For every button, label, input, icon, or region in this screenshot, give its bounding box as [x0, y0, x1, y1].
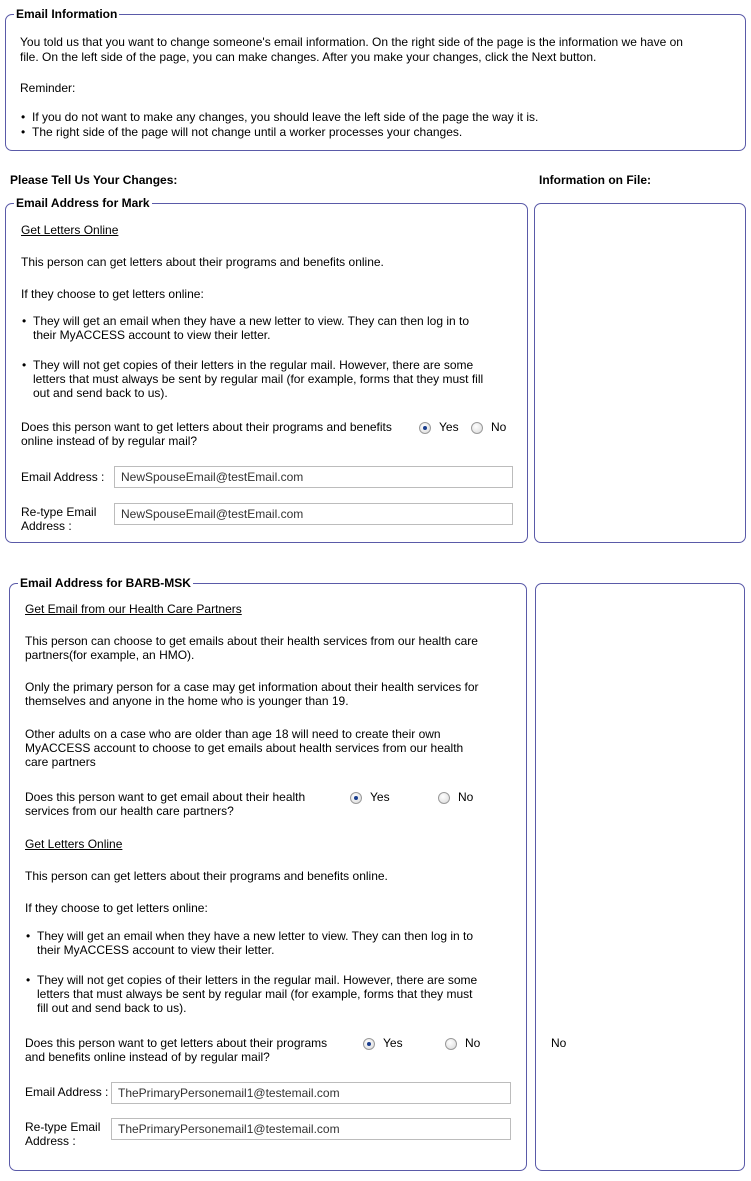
barb-hc-yes-radio[interactable] [350, 792, 362, 804]
barb-hc-no-radio[interactable] [438, 792, 450, 804]
mark-retype-label-line2: Address : [21, 519, 72, 533]
barb-bullet-2 [25, 973, 477, 1015]
barb-hc-paragraph-2-line2: themselves and anyone in the home who is younger than 19. [25, 694, 349, 708]
barb-email-label: Email Address : [25, 1085, 109, 1099]
barb-retype-label-line1: Re-type Email [25, 1120, 101, 1134]
barb-hc-question-line2: services from our health care partners? [25, 804, 234, 818]
barb-hc-question-line1: Does this person want to get email about their health [25, 790, 306, 804]
barb-letters-no-radio[interactable] [445, 1038, 457, 1050]
barb-bullet-1-line2: their MyACCESS account to view their letter. [37, 943, 275, 957]
mark-if-choose: If they choose to get letters online: [21, 287, 204, 301]
mark-bullet-1 [21, 314, 469, 342]
mark-bullet-2-line1: • They will not get copies of their letters in the regular mail. However, there are some [33, 358, 474, 372]
mark-retype-label-line1: Re-type Email [21, 505, 97, 519]
barb-hc-paragraph-1-line2: partners(for example, an HMO). [25, 648, 195, 662]
barb-if-choose: If they choose to get letters online: [25, 901, 208, 915]
barb-hc-no-label[interactable]: No [458, 790, 474, 804]
barb-letters-question-line2: and benefits online instead of by regular mail? [25, 1050, 270, 1064]
mark-letters-yes-radio[interactable] [419, 422, 431, 434]
barb-letters-yes-radio[interactable] [363, 1038, 375, 1050]
barb-hc-paragraph-3-line2: MyACCESS account to choose to get emails about health services from our health [25, 741, 464, 755]
mark-letters-question [21, 420, 392, 448]
barb-retype-label-line2: Address : [25, 1134, 76, 1148]
barb-hc-paragraph-1 [25, 634, 478, 662]
barb-hc-paragraph-3 [25, 727, 463, 769]
barb-health-care-partners-link[interactable]: Get Email from our Health Care Partners [25, 602, 242, 616]
mark-letters-question-line2: online instead of by regular mail? [21, 434, 198, 448]
barb-hc-paragraph-3-line1: Other adults on a case who are older than age 18 will need to create their own [25, 727, 441, 741]
intro-text-line1: You told us that you want to change someone's email information. On the right side of the page is the information we have on [20, 35, 683, 49]
mark-letters-yes-label[interactable]: Yes [439, 420, 459, 434]
barb-bullet-1 [25, 929, 473, 957]
barb-letters-question-line1: Does this person want to get letters about their programs [25, 1036, 328, 1050]
barb-hc-paragraph-2-line1: Only the primary person for a case may get information about their health services for [25, 680, 479, 694]
mark-get-letters-online-link[interactable]: Get Letters Online [21, 223, 119, 237]
mark-legend: Email Address for Mark [16, 196, 150, 210]
barb-retype-email-input[interactable] [111, 1118, 511, 1140]
barb-hc-yes-label[interactable]: Yes [370, 790, 390, 804]
intro-text-line2: file. On the left side of the page, you can make changes. After you make your changes, click the Next button. [20, 50, 597, 64]
barb-bullet-2-line3: fill out and send back to us). [37, 1001, 187, 1015]
barb-legend: Email Address for BARB-MSK [20, 576, 191, 590]
barb-on-file-box [535, 583, 745, 1171]
barb-hc-question [25, 790, 305, 818]
mark-on-file-box [534, 203, 746, 543]
mark-bullet-2 [21, 358, 483, 400]
on-file-heading: Information on File: [539, 173, 651, 187]
mark-email-label: Email Address : [21, 470, 105, 484]
barb-retype-label [25, 1120, 100, 1148]
barb-letters-yes-label[interactable]: Yes [383, 1036, 403, 1050]
barb-hc-paragraph-1-line1: This person can choose to get emails about their health services from our health care [25, 634, 478, 648]
changes-heading: Please Tell Us Your Changes: [10, 173, 178, 187]
barb-on-file-letters-value: No [551, 1036, 567, 1050]
barb-letters-no-label[interactable]: No [465, 1036, 481, 1050]
mark-email-input[interactable] [114, 466, 513, 488]
barb-bullet-2-line1: • They will not get copies of their letters in the regular mail. However, there are some [37, 973, 478, 987]
mark-letters-desc: This person can get letters about their programs and benefits online. [21, 255, 384, 269]
mark-letters-no-radio[interactable] [471, 422, 483, 434]
barb-bullet-2-line2: letters that must always be sent by regular mail (for example, forms that they must [37, 987, 473, 1001]
mark-letters-no-label[interactable]: No [491, 420, 507, 434]
barb-letters-question [25, 1036, 327, 1064]
barb-letters-desc: This person can get letters about their programs and benefits online. [25, 869, 388, 883]
reminder-label: Reminder: [20, 81, 76, 95]
barb-email-input[interactable] [111, 1082, 511, 1104]
mark-bullet-2-line3: out and send back to us). [33, 386, 168, 400]
barb-get-letters-online-link[interactable]: Get Letters Online [25, 837, 123, 851]
mark-letters-question-line1: Does this person want to get letters about their programs and benefits [21, 420, 392, 434]
barb-hc-paragraph-2 [25, 680, 479, 708]
mark-bullet-2-line2: letters that must always be sent by regular mail (for example, forms that they must fill [33, 372, 484, 386]
mark-bullet-1-line1: • They will get an email when they have a new letter to view. They can then log in to [33, 314, 470, 328]
barb-bullet-1-line1: • They will get an email when they have a new letter to view. They can then log in to [37, 929, 474, 943]
mark-retype-label [21, 505, 96, 533]
reminder-bullet-1: • If you do not want to make any changes, you should leave the left side of the page the way it is. [20, 110, 538, 124]
reminder-bullet-2: • The right side of the page will not change until a worker processes your changes. [20, 125, 462, 139]
mark-retype-email-input[interactable] [114, 503, 513, 525]
email-information-legend: Email Information [16, 7, 118, 21]
barb-hc-paragraph-3-line3: care partners [25, 755, 96, 769]
mark-bullet-1-line2: their MyACCESS account to view their letter. [33, 328, 271, 342]
